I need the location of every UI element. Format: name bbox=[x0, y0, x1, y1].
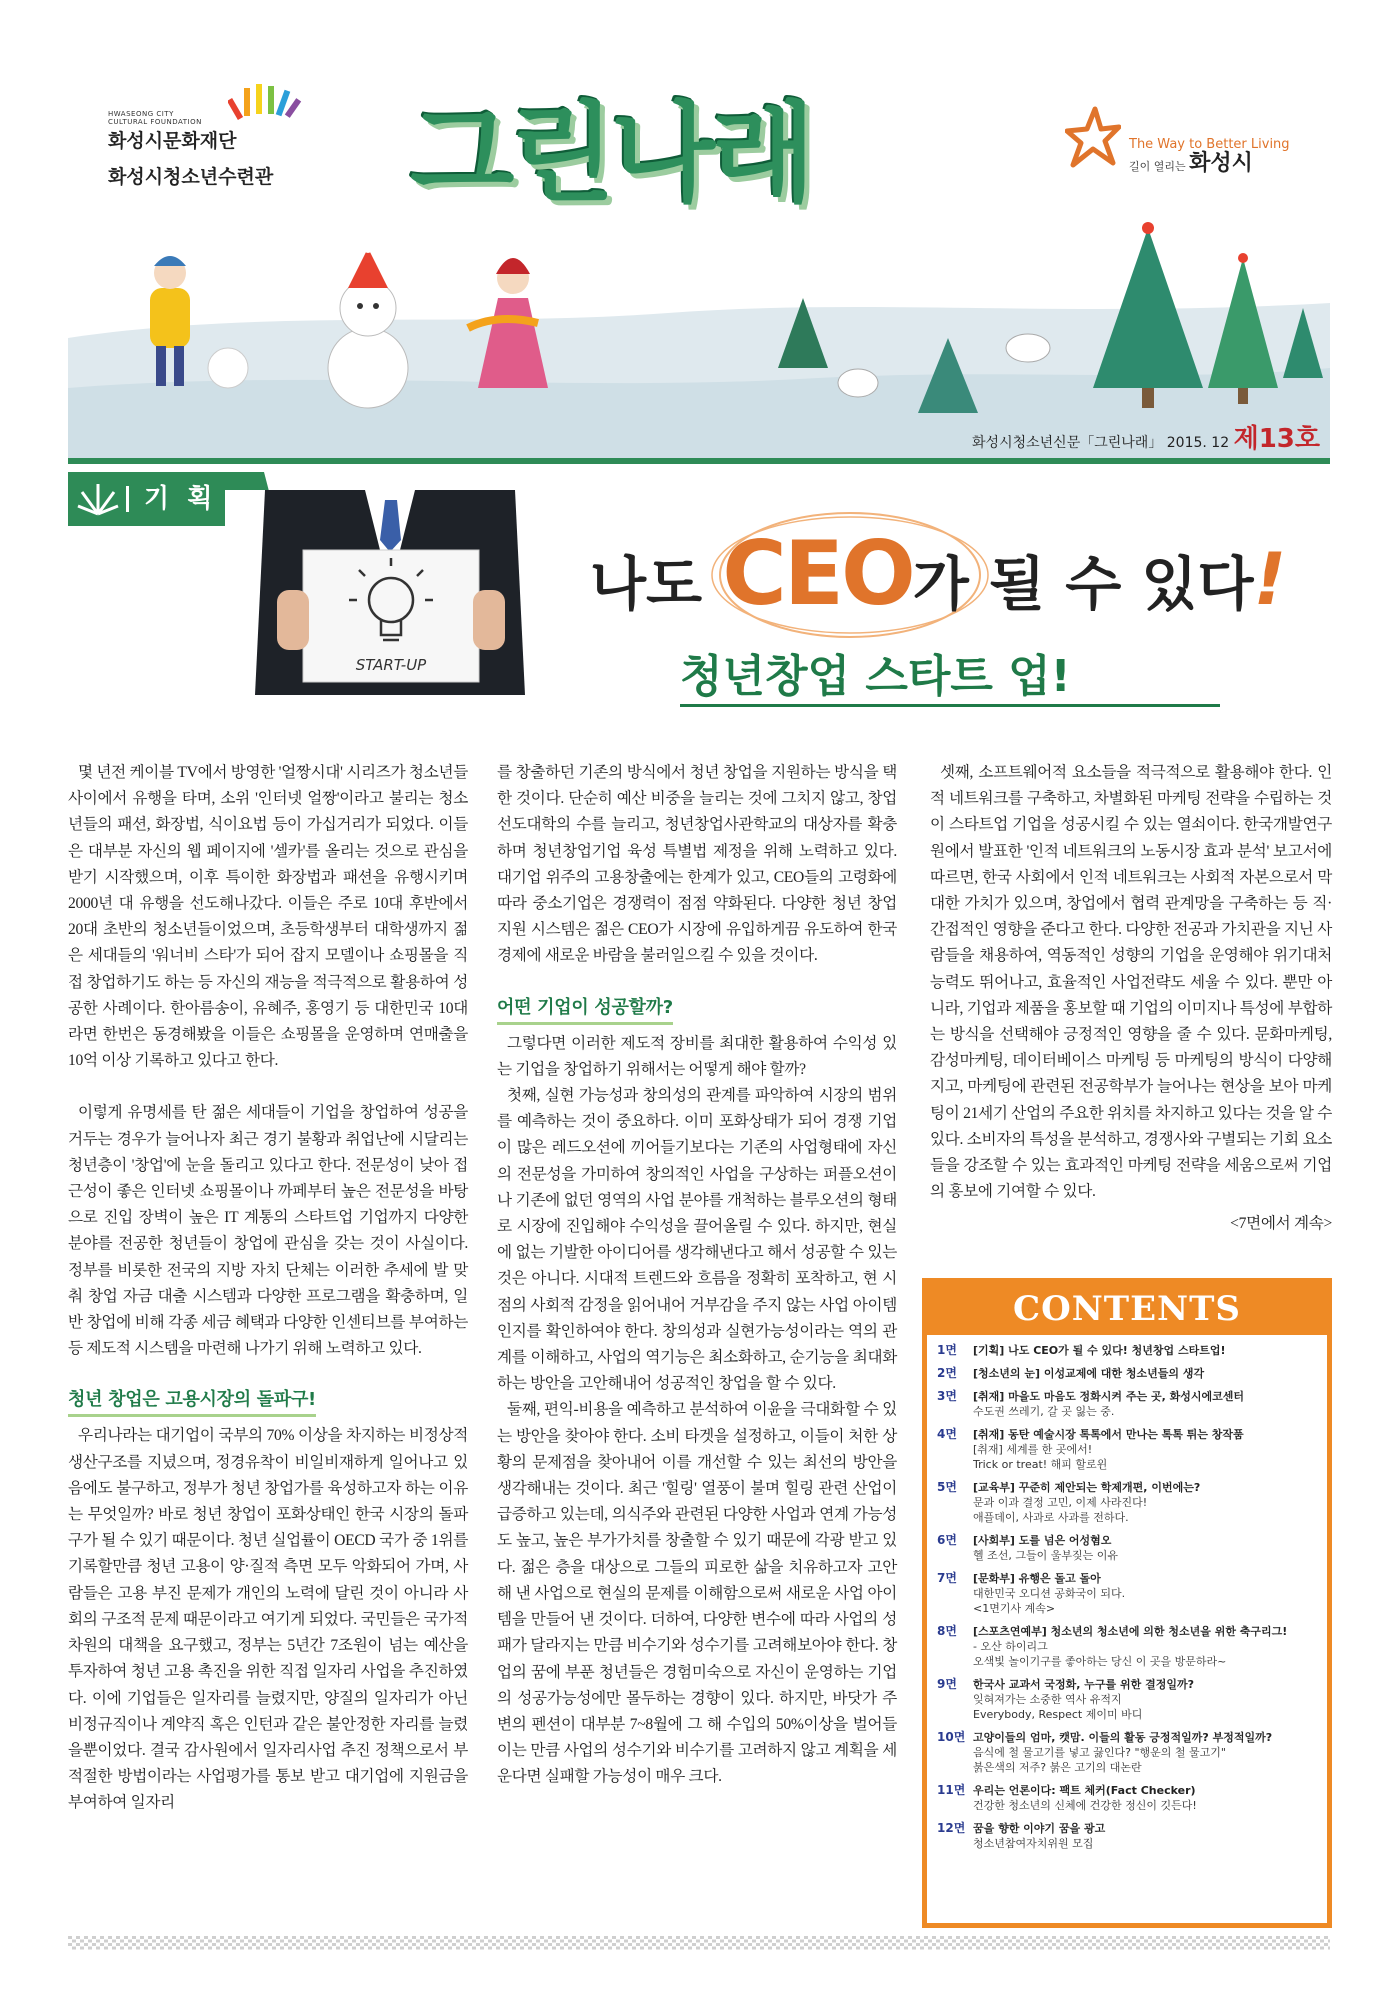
article-paragraph: 우리나라는 대기업이 국부의 70% 이상을 차지하는 비정상적 생산구조를 지녔으며, 정경유착이 비일비재하게 일어나고 있음에도 불구하고, 정부가 청년 창업가를 육성하고자 하는 이유는 무엇일까? 바로 청년 창업이 포화상태인 한국 시장의 돌파구가 될 수 있기 때문이다. 청년 실업률이 OECD 국가 중 1위를 기록할만큼 청년 고용이 양·질적 측면 모두 악화되어 가며, 사람들은 고용 부진 문제가 개인의 노력에 달린 것이 아니라 사회의 구조적 문제 때문이라고 여기게 되었다. 국민들은 국가적 차원의 대책을 요구했고, 정부는 5년간 7조원이 넘는 예산을 투자하여 청년 고용 촉진을 위한 직접 일자리 사업을 추진하였다. 이에 기업들은 일자리를 늘렸지만, 양질의 일자리가 아닌 비정규직이나 계약직 혹은 인턴과 같은 불안정한 자리를 늘렸을뿐이었다. 결국 감사원에서 일자리사업 추진 정책으로서 부적절한 방법이라는 사업평가를 통보 받고 대기업에 지원금을 부여하여 일자리 bbox=[68, 1427, 468, 1812]
article-paragraph: 이렇게 유명세를 탄 젊은 세대들이 기업을 창업하여 성공을 거두는 경우가 늘어나자 최근 경기 불황과 취업난에 시달리는 청년층이 '창업'에 눈을 돌리고 있다고 한다. 전문성이 낮아 접근성이 좋은 인터넷 쇼핑몰이나 까페부터 높은 전문성을 바탕으로 진입 장벽이 높은 IT 계통의 스타트업 기업까지 다양한 분야를 전공한 청년들이 창업에 관심을 갖는 것이 사실이다. 정부를 비롯한 전국의 지방 자치 단체는 이러한 추세에 발 맞춰 창업 자금 대출 시스템과 다양한 프로그램을 확충하며, 일반 창업에 비해 각종 세금 혜택과 다양한 인센티브를 부여하는 등 제도적 시스템을 마련해 나가기 위해 노력하고 있다. bbox=[68, 1104, 468, 1358]
bottom-dotted-border bbox=[68, 1936, 1330, 1950]
article-paragraph: 를 창출하던 기존의 방식에서 청년 창업을 지원하는 방식을 택한 것이다. 단순히 예산 비중을 늘리는 것에 그치지 않고, 창업선도대학의 수를 늘리고, 청년창업사관학교의 대상자를 확충하며 청년창업기업 육성 특별법 제정을 위해 노력하고 있다. 대기업 위주의 고용창출에는 한계가 있고, CEO들의 고령화에 따라 중소기업은 경쟁력이 점점 약화된다. 다양한 청년 창업 지원 시스템은 젊은 CEO가 시장에 유입하게끔 유도하여 한국 경제에 새로운 바람을 불러일으킬 수 있을 것이다. bbox=[497, 764, 897, 965]
contents-item-text: 오색빛 놀이기구를 좋아하는 당신 이 곳을 방문하라~ bbox=[973, 1655, 1227, 1668]
contents-item-text: [기획] 나도 CEO가 될 수 있다! 청년창업 스타트업! bbox=[973, 1344, 1226, 1357]
contents-title: CONTENTS bbox=[927, 1283, 1327, 1335]
article-column-3 bbox=[930, 760, 1332, 1238]
contents-item-text: [교육부] 꾸준히 제안되는 학제개편, 이번에는? bbox=[973, 1481, 1201, 1494]
contents-page-number: 1면 bbox=[937, 1343, 957, 1357]
contents-item-text: [취재] 세계를 한 곳에서! bbox=[973, 1443, 1093, 1456]
contents-item-text: 붉은색의 저주? 붉은 고기의 대논란 bbox=[973, 1761, 1142, 1774]
rabbit-icon bbox=[1006, 334, 1050, 362]
continued-note: <7면에서 계속> bbox=[1230, 1215, 1332, 1233]
article-paragraph: 몇 년전 케이블 TV에서 방영한 '얼짱시대' 시리즈가 청소년들 사이에서 유행을 타며, 소위 '인터넷 얼짱'이라고 불리는 청소년들의 패션, 화장법, 식이요법 등이 가십거리가 되었다. 이들은 대부분 자신의 웹 페이지에 '셀카'를 올리는 것으로 관심을 받기 시작했으며, 이후 특이한 화장법과 패션을 유행시키며 2000년 대 유행을 선도해나갔다. 이들은 주로 10대 후반에서 20대 초반의 청소년들이었으며, 초등학생부터 대학생까지 젊은 세대들의 '워너비 스타'가 되어 잡지 모델이나 쇼핑몰을 직접 창업하기도 하는 등 자신의 재능을 적극적으로 활용하여 성공한 사례이다. 한아름송이, 유혜주, 홍영기 등 대한민국 10대라면 한번은 동경해봤을 이들은 쇼핑몰을 운영하며 연매출을 10억 이상 기록하고 있다고 한다. bbox=[68, 764, 468, 1070]
contents-row bbox=[937, 1571, 1317, 1616]
contents-item-text: 대한민국 오디션 공화국이 되다. bbox=[973, 1587, 1126, 1600]
contents-list bbox=[927, 1335, 1327, 1851]
city-star-icon bbox=[1065, 105, 1121, 173]
contents-item-text: 청소년참여자치위원 모집 bbox=[973, 1837, 1094, 1850]
contents-item-text: [취재] 동탄 예술시장 톡톡에서 만나는 톡톡 튀는 창작품 bbox=[973, 1428, 1244, 1441]
contents-page-number: 11면 bbox=[937, 1783, 966, 1797]
contents-row bbox=[937, 1427, 1317, 1472]
contents-item-text: [사회부] 도를 넘은 어성혐오 bbox=[973, 1534, 1112, 1547]
article-paragraph: 첫째, 실현 가능성과 창의성의 관계를 파악하여 시장의 범위를 예측하는 것이 중요하다. 이미 포화상태가 되어 경쟁 기업이 많은 레드오션에 끼어들기보다는 기존의 사업형태에 자신의 전문성을 가미하여 창의적인 사업을 구상하는 퍼플오션이나 기존에 없던 영역의 사업 분야를 개척하는 블루오션의 형태로 시장에 진입해야 수익성을 끌어올릴 수 있다. 하지만, 현실에 없는 기발한 아이디어를 생각해낸다고 해서 성공할 수 있는 것은 아니다. 시대적 트렌드와 흐름을 정확히 포착하고, 현 시점의 사회적 감정을 읽어내어 거부감을 주지 않는 사업 아이템인지를 확인하여야 한다. 창의성과 실현가능성이라는 역의 관계를 이해하고, 사업의 역기능은 최소화하고, 순기능을 최대화하는 방안을 고안해내어 성공적인 창업을 할 수 있다. bbox=[497, 1087, 897, 1393]
contents-item-text: Everybody, Respect 제이미 바디 bbox=[973, 1708, 1143, 1721]
sub-headline: 청년창업 스타트 업! bbox=[680, 640, 1220, 707]
contents-page-number: 6면 bbox=[937, 1533, 957, 1547]
start-up-caption: START-UP bbox=[355, 656, 427, 674]
foundation-logo bbox=[108, 82, 338, 192]
article-column-1 bbox=[68, 760, 468, 1817]
contents-row bbox=[937, 1624, 1317, 1669]
contents-page-number: 5면 bbox=[937, 1480, 957, 1494]
contents-row bbox=[937, 1480, 1317, 1525]
contents-item-text: Trick or treat! 해피 할로윈 bbox=[973, 1458, 1108, 1471]
foundation-eng-name-2: CULTURAL FOUNDATION bbox=[108, 118, 202, 126]
contents-page-number: 4면 bbox=[937, 1427, 957, 1441]
contents-page-number: 7면 bbox=[937, 1571, 957, 1585]
article-subheading: 어떤 기업이 성공할까? bbox=[497, 994, 673, 1025]
contents-row bbox=[937, 1389, 1317, 1419]
newspaper-title-block bbox=[410, 90, 1000, 220]
article-paragraph: 둘째, 편익-비용을 예측하고 분석하여 이윤을 극대화할 수 있는 방안을 찾아야 한다. 소비 타겟을 설정하고, 이들이 처한 상황의 문제점을 찾아내어 이를 개선할 수 있는 최선의 방안을 생각해내는 것이다. 최근 '힐링' 열풍이 불며 힐링 관련 산업이 급증하고 있는데, 의식주와 관련된 다양한 사업과 연계 가능성도 높고, 높은 부가가치를 창출할 수 있기 때문에 각광 받고 있다. 젊은 층을 대상으로 그들의 피로한 삶을 치유하고자 고안해 낸 사업으로 현실의 문제를 이해함으로써 새로운 사업 아이템을 만들어 낸 것이다. 더하여, 다양한 변수에 따라 사업의 성패가 달라지는 만큼 비수기와 성수기를 고려해보아야 한다. 창업의 꿈에 부푼 청년들은 경험미숙으로 자신이 운영하는 기업의 성공가능성에만 몰두하는 경향이 있다. 하지만, 바닷가 주변의 펜션이 대부분 7~8월에 그 해 수입의 50%이상을 벌어들이는 만큼 사업의 성수기와 비수기를 고려하지 않고 계획을 세운다면 실패할 가능성이 매우 크다. bbox=[497, 1401, 897, 1786]
contents-item-text: [취재] 마을도 마음도 정화시켜 주는 곳, 화성시에코센터 bbox=[973, 1390, 1244, 1403]
contents-row bbox=[937, 1533, 1317, 1563]
article-paragraph: 셋째, 소프트웨어적 요소들을 적극적으로 활용해야 한다. 인적 네트워크를 구축하고, 차별화된 마케팅 전략을 수립하는 것이 스타트업 기업을 성공시킬 수 있는 열쇠이다. 한국개발연구원에서 발표한 '인적 네트워크의 노동시장 효과 분석' 보고서에 따르면, 한국 사회에서 인적 네트워크는 사회적 자본으로서 막대한 가치가 있으며, 창업에서 협력 관계망을 구축하는 등 직·간접적인 영향을 준다고 한다. 다양한 전공과 가치관을 지닌 사람들을 채용하여, 역동적인 성향의 기업을 운영해야 위기대처능력도 뛰어나고, 효율적인 사업전략도 세울 수 있다. 뿐만 아니라, 기업과 제품을 홍보할 때 기업의 이미지나 특성에 부합하는 방식을 선택해야 긍정적인 영향을 줄 수 있다. 문화마케팅, 감성마케팅, 데이터베이스 마케팅 등 마케팅의 방식이 다양해지고, 마케팅에 관련된 전공학부가 늘어나는 현상을 보아 마케팅이 21세기 산업의 주요한 위치를 차지하고 있다는 것을 알 수 있다. 소비자의 특성을 분석하고, 경쟁사와 구별되는 기회 요소들을 강조할 수 있는 효과적인 마케팅 전략을 세움으로써 기업의 홍보에 기여할 수 있다. bbox=[930, 764, 1332, 1201]
contents-item-text: 애플데이, 사과로 사과를 전하다. bbox=[973, 1511, 1129, 1524]
contents-item-text: <1면기사 계속> bbox=[973, 1602, 1056, 1615]
issue-info bbox=[900, 418, 1320, 454]
issue-number: 제13호 bbox=[1233, 424, 1320, 454]
contents-row bbox=[937, 1343, 1317, 1358]
rabbit-icon bbox=[838, 369, 878, 397]
businessman-startup-sign-image bbox=[225, 490, 555, 695]
contents-box bbox=[922, 1278, 1332, 1928]
contents-row bbox=[937, 1677, 1317, 1722]
city-name: 화성시 bbox=[1189, 151, 1253, 176]
contents-item-text: - 오산 하이리그 bbox=[973, 1640, 1048, 1653]
foundation-rays-icon bbox=[228, 80, 308, 124]
contents-row bbox=[937, 1783, 1317, 1813]
contents-item-text: [문화부] 유행은 돌고 돌아 bbox=[973, 1572, 1101, 1585]
contents-item-text: 건강한 청소년의 신체에 건강한 정신이 깃든다! bbox=[973, 1799, 1197, 1812]
city-prefix: 길이 열리는 bbox=[1129, 160, 1186, 173]
masthead-divider bbox=[68, 458, 1330, 464]
youth-center-name: 화성시청소년수련관 bbox=[108, 166, 274, 188]
contents-page-number: 8면 bbox=[937, 1624, 957, 1638]
article-subheading: 청년 창업은 고용시장의 돌파구! bbox=[68, 1386, 316, 1417]
article-paragraph: 그렇다면 이러한 제도적 장비를 최대한 활용하여 수익성 있는 기업을 창업하기 위해서는 어떻게 해야 할까? bbox=[497, 1034, 897, 1078]
city-logo bbox=[1065, 105, 1305, 185]
contents-item-text: [청소년의 눈] 이성교제에 대한 청소년들의 생각 bbox=[973, 1367, 1205, 1380]
contents-row bbox=[937, 1730, 1317, 1775]
headline-ceo: CEO bbox=[722, 522, 913, 625]
foundation-name: 화성시문화재단 bbox=[108, 130, 237, 152]
contents-row bbox=[937, 1366, 1317, 1381]
contents-item-text: 꿈을 향한 이야기 꿈을 광고 bbox=[973, 1822, 1106, 1835]
issue-date: 화성시청소년신문「그린나래」 2015. 12 bbox=[972, 435, 1230, 451]
contents-page-number: 10면 bbox=[937, 1730, 966, 1744]
newspaper-title: 그린나래 bbox=[410, 92, 812, 217]
headline-post: 가 될 수 있다 bbox=[912, 550, 1254, 618]
contents-item-text: 음식에 철 물고기를 넣고 끓인다? "행운의 철 물고기" bbox=[973, 1746, 1226, 1759]
contents-item-text: 수도권 쓰레기, 갈 곳 잃는 중. bbox=[973, 1405, 1115, 1418]
contents-item-text: 고양이들의 엄마, 캣맘. 이들의 활동 긍정적일까? 부정적일까? bbox=[973, 1731, 1273, 1744]
contents-item-text: [스포츠연예부] 청소년의 청소년에 의한 청소년을 위한 축구리그! bbox=[973, 1625, 1288, 1638]
foundation-eng-name-1: HWASEONG CITY bbox=[108, 110, 174, 118]
main-headline bbox=[590, 522, 1310, 632]
contents-page-number: 9면 bbox=[937, 1677, 957, 1691]
city-slogan: The Way to Better Living bbox=[1129, 137, 1290, 152]
contents-item-text: 잊혀져가는 소중한 역사 유적지 bbox=[973, 1693, 1122, 1706]
contents-item-text: 한국사 교과서 국정화, 누구를 위한 결정일까? bbox=[973, 1678, 1194, 1691]
contents-item-text: 문과 이과 결정 고민, 이제 사라진다! bbox=[973, 1496, 1148, 1509]
contents-row bbox=[937, 1821, 1317, 1851]
contents-page-number: 3면 bbox=[937, 1389, 957, 1403]
section-label: 기 획 bbox=[144, 484, 213, 514]
contents-page-number: 2면 bbox=[937, 1366, 957, 1380]
headline-exclamation: ! bbox=[1253, 537, 1287, 621]
sunburst-icon bbox=[76, 478, 120, 520]
contents-item-text: 헬 조선, 그들이 울부짖는 이유 bbox=[973, 1549, 1118, 1562]
article-column-2 bbox=[497, 760, 897, 1791]
contents-item-text: 우리는 언론이다: 팩트 체커(Fact Checker) bbox=[973, 1784, 1196, 1797]
contents-page-number: 12면 bbox=[937, 1821, 966, 1835]
headline-pre: 나도 bbox=[590, 550, 723, 618]
